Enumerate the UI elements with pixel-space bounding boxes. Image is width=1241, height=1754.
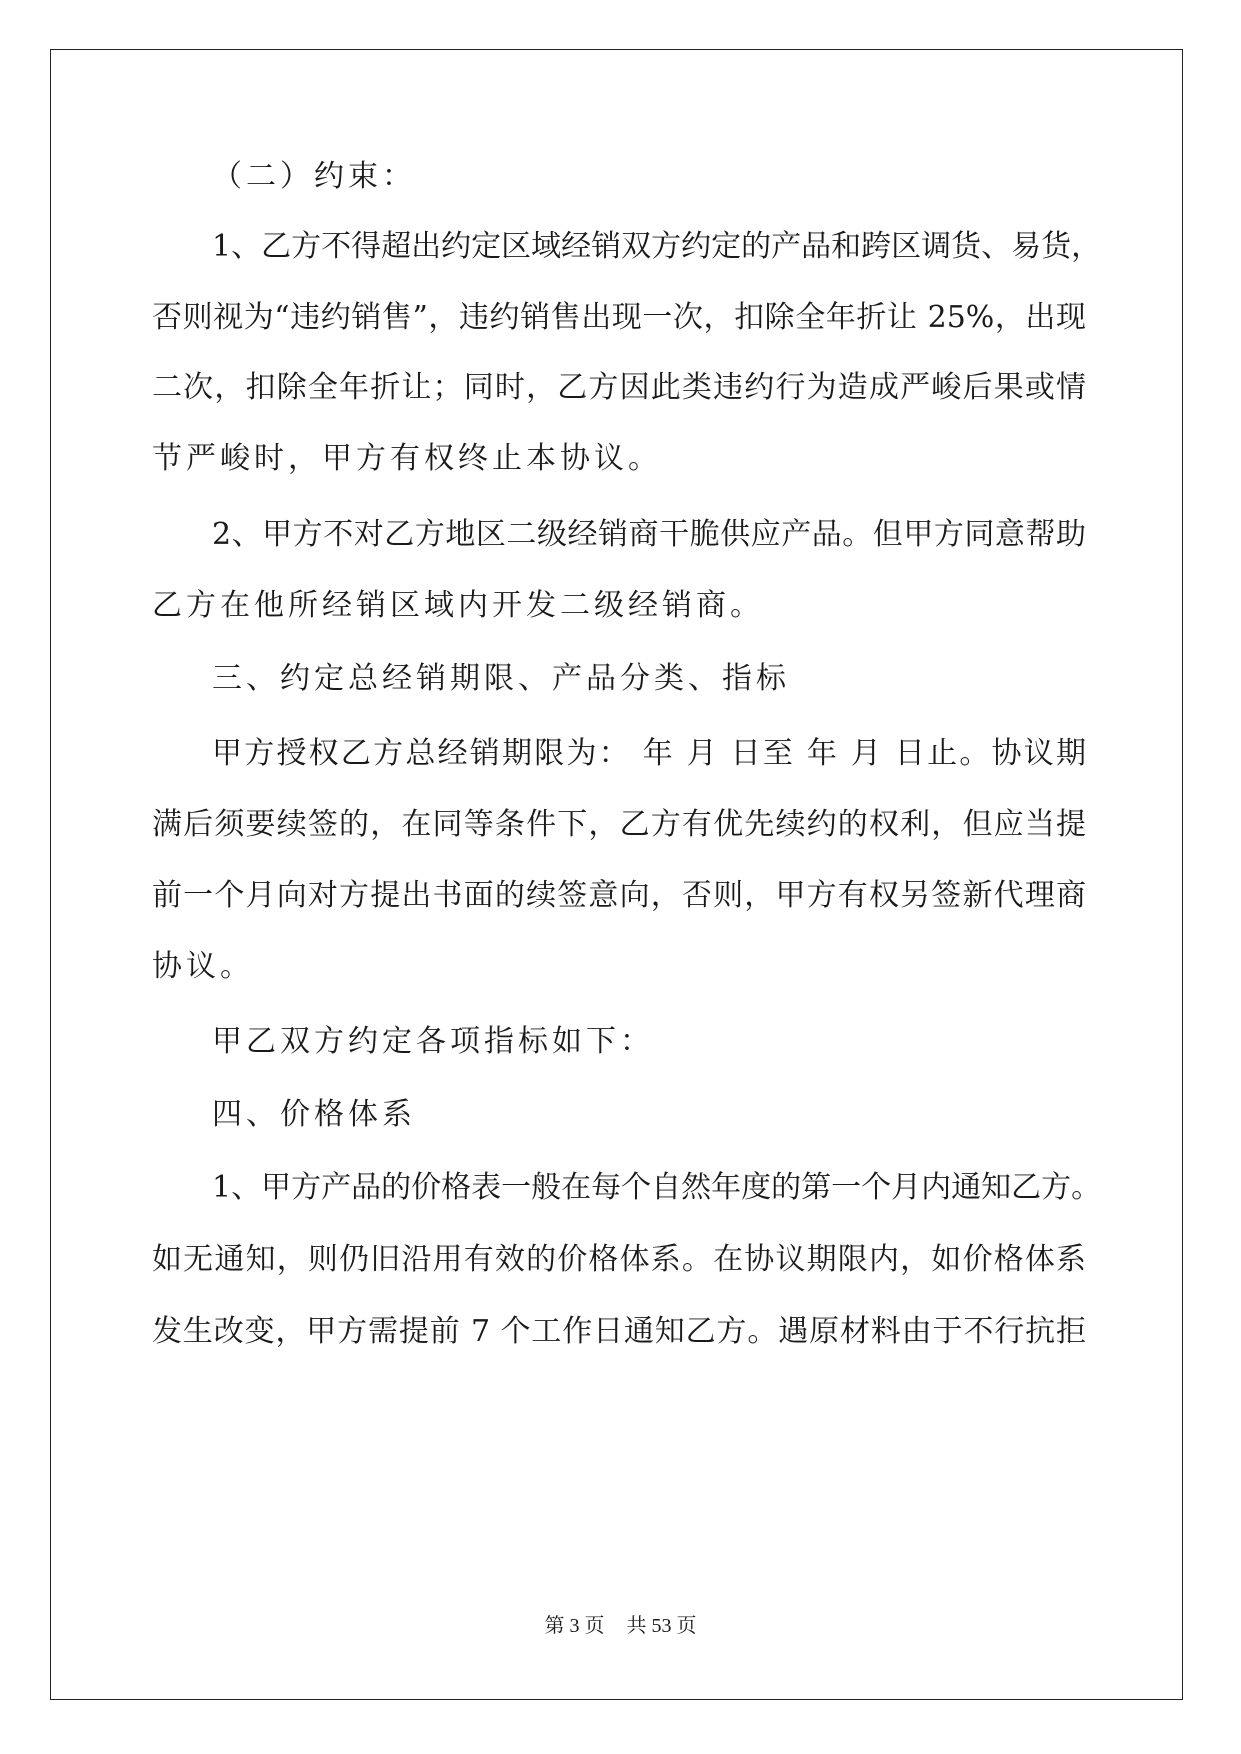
section-heading-term: 三、约定总经销期限、产品分类、指标 bbox=[212, 661, 790, 696]
paragraph-line: 甲方授权乙方总经销期限为： 年 月 日至 年 月 日止。协议期 bbox=[212, 736, 1086, 771]
page-footer bbox=[0, 1614, 1241, 1638]
paragraph-line: 协议。 bbox=[152, 949, 254, 984]
paragraph-line: 乙方在他所经销区域内开发二级经销商。 bbox=[152, 588, 764, 623]
paragraph-line: 否则视为“违约销售”，违约销售出现一次，扣除全年折让 25%，出现 bbox=[152, 300, 1086, 335]
paragraph-line: 节严峻时，甲方有权终止本协议。 bbox=[152, 441, 662, 476]
section-heading-constraints: （二）约束： bbox=[212, 159, 416, 194]
paragraph-line: 如无通知，则仍旧沿用有效的价格体系。在协议期限内，如价格体系 bbox=[152, 1242, 1086, 1277]
paragraph-line: 甲乙双方约定各项指标如下： bbox=[212, 1024, 654, 1059]
page-total: 共 53 页 bbox=[626, 1615, 697, 1637]
page-number: 第 3 页 bbox=[544, 1615, 605, 1637]
section-heading-price: 四、价格体系 bbox=[212, 1097, 416, 1132]
paragraph-line: 2、甲方不对乙方地区二级经销商干脆供应产品。但甲方同意帮助 bbox=[212, 517, 1086, 552]
paragraph-line: 发生改变，甲方需提前 7 个工作日通知乙方。遇原材料由于不行抗拒 bbox=[152, 1314, 1086, 1349]
page-border bbox=[50, 49, 1183, 1700]
paragraph-line: 满后须要续签的，在同等条件下，乙方有优先续约的权利，但应当提 bbox=[152, 807, 1086, 842]
paragraph-line: 1、乙方不得超出约定区域经销双方约定的产品和跨区调货、易货， bbox=[212, 229, 1102, 264]
paragraph-line: 前一个月向对方提出书面的续签意向，否则，甲方有权另签新代理商 bbox=[152, 878, 1086, 913]
paragraph-line: 二次，扣除全年折让；同时，乙方因此类违约行为造成严峻后果或情 bbox=[152, 370, 1086, 405]
paragraph-line: 1、甲方产品的价格表一般在每个自然年度的第一个月内通知乙方。 bbox=[212, 1170, 1102, 1205]
